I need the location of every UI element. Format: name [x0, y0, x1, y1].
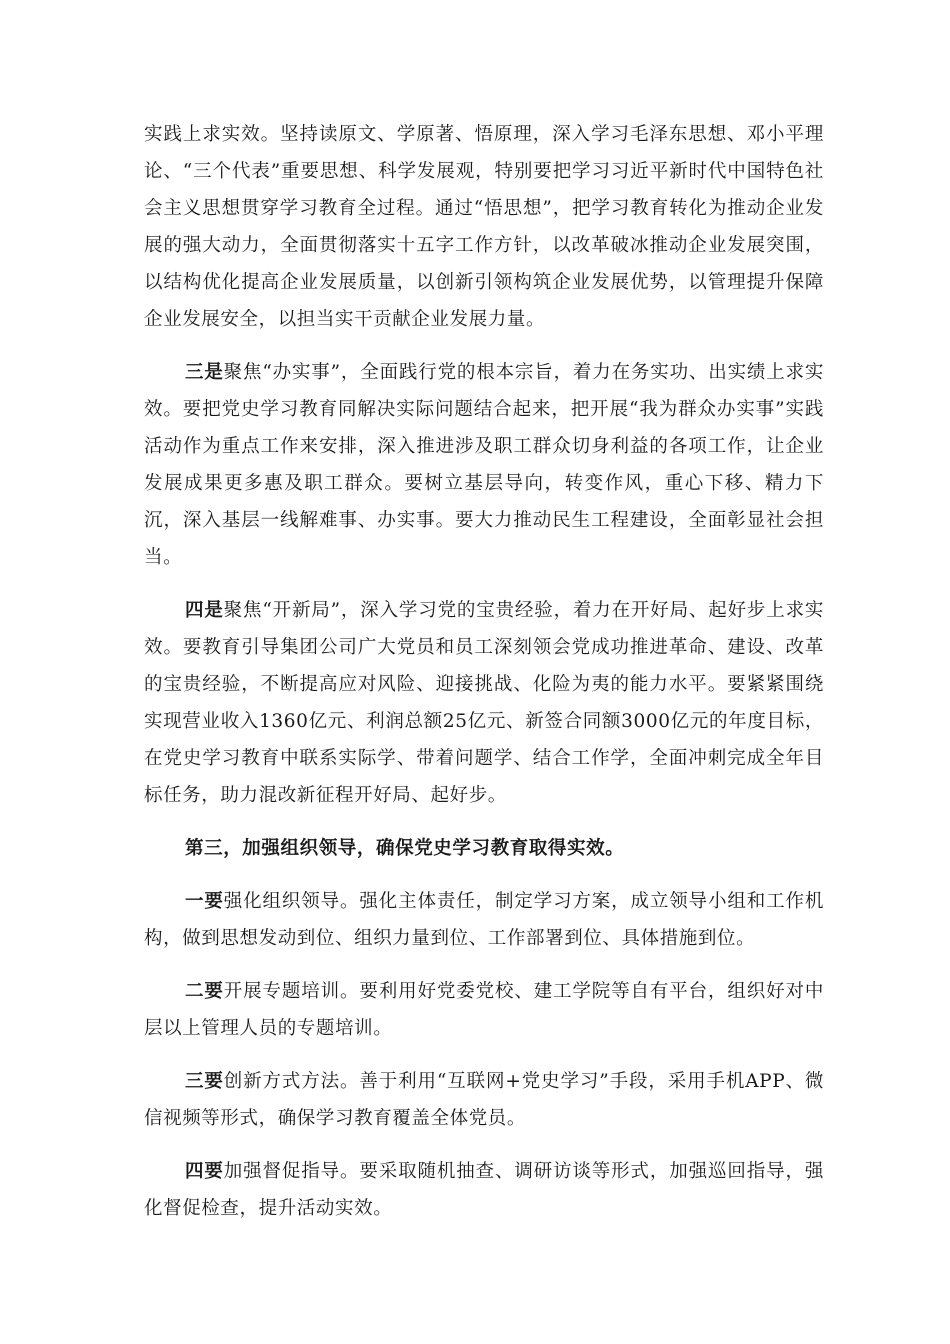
paragraph-lead: 四要: [185, 1161, 224, 1182]
paragraph-point-four: [144, 592, 824, 814]
paragraph-text: 聚焦“办实事”，全面践行党的根本宗旨，着力在务实功、出实绩上求实效。要把党史学习教育同解决实际问题结合起来，把开展“我为群众办实事”实践活动作为重点工作来安排，深入推进涉及职工群众切身利益的各项工作，让企业发展成果更多惠及职工群众。要树立基层导向，转变作风，重心下移、精力下沉，深入基层一线解难事、办实事。要大力推动民生工程建设，全面彰显社会担当。: [144, 362, 824, 568]
paragraph-study-theory: [144, 116, 824, 338]
section-heading-third: [144, 830, 824, 867]
paragraph-lead: 四是: [185, 600, 224, 621]
paragraph-point-three: [144, 354, 824, 576]
paragraph-requirement-four: [144, 1153, 824, 1227]
paragraph-text: 聚焦“开新局”，深入学习党的宝贵经验，着力在开好局、起好步上求实效。要教育引导集团公司广大党员和员工深刻领会党成功推进革命、建设、改革的宝贵经验，不断提高应对风险、迎接挑战、化险为夷的能力水平。要紧紧围绕实现营业收入1360亿元、利润总额25亿元、新签合同额3000亿元的年度目标，在党史学习教育中联系实际学、带着问题学、结合工作学，全面冲刺完成全年目标任务，助力混改新征程开好局、起好步。: [144, 600, 824, 806]
section-heading-text: 第三，加强组织领导，确保党史学习教育取得实效。: [185, 838, 625, 859]
paragraph-requirement-three: [144, 1063, 824, 1137]
paragraph-lead: 一要: [185, 891, 224, 912]
paragraph-text: 开展专题培训。要利用好党委党校、建工学院等自有平台，组织好对中层以上管理人员的专题培训。: [144, 981, 824, 1039]
paragraph-text: 创新方式方法。善于利用“互联网+党史学习”手段，采用手机APP、微信视频等形式，确保学习教育覆盖全体党员。: [144, 1071, 825, 1129]
paragraph-lead: 二要: [185, 981, 224, 1002]
paragraph-text: 实践上求实效。坚持读原文、学原著、悟原理，深入学习毛泽东思想、邓小平理论、“三个代表”重要思想、科学发展观，特别要把学习习近平新时代中国特色社会主义思想贯穿学习教育全过程。通过“悟思想”，把学习教育转化为推动企业发展的强大动力，全面贯彻落实十五字工作方针，以改革破冰推动企业发展突围，以结构优化提高企业发展质量，以创新引领构筑企业发展优势，以管理提升保障企业发展安全，以担当实干贡献企业发展力量。: [144, 124, 824, 330]
paragraph-requirement-two: [144, 973, 824, 1047]
paragraph-lead: 三是: [185, 362, 224, 383]
paragraph-text: 加强督促指导。要采取随机抽查、调研访谈等形式，加强巡回指导，强化督促检查，提升活动实效。: [144, 1161, 824, 1219]
paragraph-requirement-one: [144, 883, 824, 957]
document-body: [144, 116, 824, 1243]
paragraph-text: 强化组织领导。强化主体责任，制定学习方案，成立领导小组和工作机构，做到思想发动到位、组织力量到位、工作部署到位、具体措施到位。: [144, 891, 824, 949]
paragraph-lead: 三要: [185, 1071, 224, 1092]
